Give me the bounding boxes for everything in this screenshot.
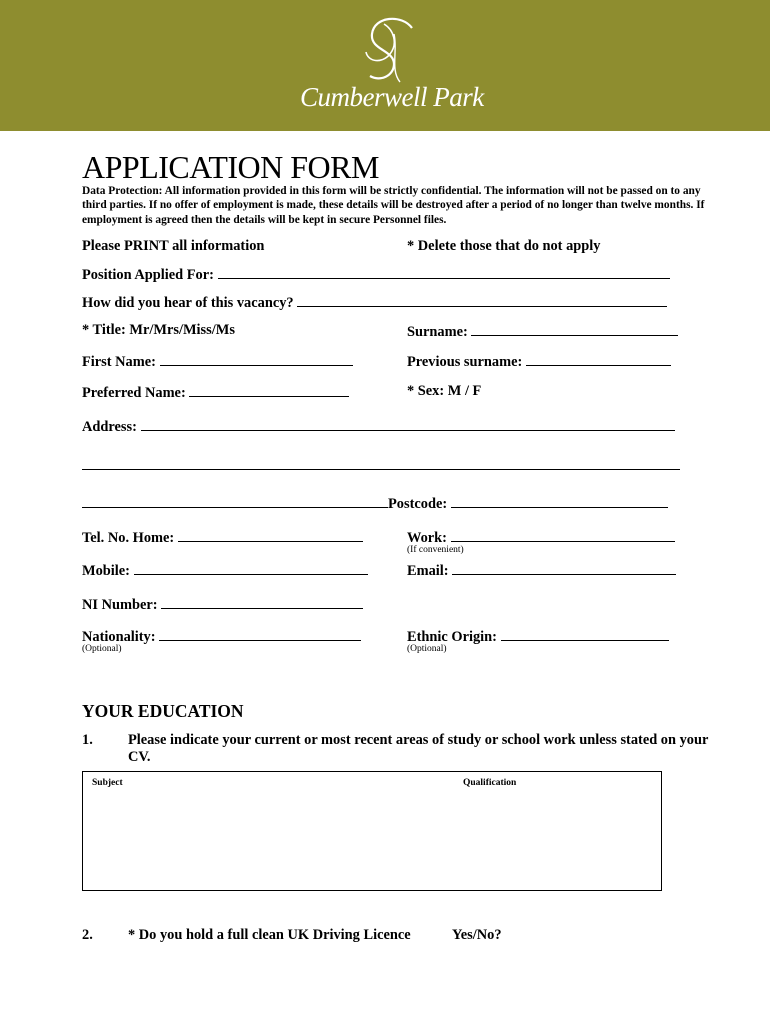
mobile-field[interactable] [82, 561, 368, 580]
surname-blank[interactable] [471, 322, 678, 336]
previous-surname-label: Previous surname: [407, 354, 523, 370]
preferred-name-label: Preferred Name: [82, 385, 186, 401]
tel-home-blank[interactable] [178, 528, 363, 542]
email-label: Email: [407, 563, 449, 579]
work-label: Work: [407, 530, 447, 546]
nationality-optional-note: (Optional) [82, 644, 122, 654]
previous-surname-blank[interactable] [526, 352, 671, 366]
ethnic-optional-note: (Optional) [407, 644, 447, 654]
title-field[interactable]: * Title: Mr/Mrs/Miss/Ms [82, 322, 235, 338]
position-blank[interactable] [218, 265, 670, 279]
surname-field[interactable] [407, 322, 678, 341]
preferred-name-blank[interactable] [189, 383, 349, 397]
tel-home-field[interactable] [82, 528, 363, 547]
address-field[interactable] [82, 417, 675, 436]
vacancy-label: How did you hear of this vacancy? [82, 295, 294, 311]
position-field[interactable] [82, 265, 670, 284]
postcode-field[interactable] [82, 494, 668, 513]
postcode-blank[interactable] [451, 494, 668, 508]
address-blank-2[interactable] [82, 456, 680, 470]
email-field[interactable] [407, 561, 676, 580]
work-blank[interactable] [451, 528, 675, 542]
ni-number-field[interactable] [82, 595, 363, 614]
sex-field[interactable]: * Sex: M / F [407, 383, 482, 399]
mobile-blank[interactable] [134, 561, 368, 575]
vacancy-blank[interactable] [297, 293, 667, 307]
header-banner [0, 0, 770, 131]
address-blank-3[interactable] [82, 494, 388, 508]
ni-number-label: NI Number: [82, 597, 158, 613]
mobile-label: Mobile: [82, 563, 130, 579]
form-title: APPLICATION FORM [82, 149, 379, 185]
education-heading: YOUR EDUCATION [82, 701, 244, 721]
logo-text: Cumberwell Park [300, 82, 484, 112]
print-note: Please PRINT all information [82, 238, 265, 254]
education-table[interactable] [82, 771, 662, 891]
subject-column-header: Subject [92, 778, 123, 788]
first-name-blank[interactable] [160, 352, 353, 366]
nationality-label: Nationality: [82, 629, 156, 645]
postcode-label: Postcode: [388, 496, 448, 512]
tel-home-label: Tel. No. Home: [82, 530, 175, 546]
qualification-column-header: Qualification [463, 778, 517, 788]
ni-number-blank[interactable] [161, 595, 363, 609]
nationality-blank[interactable] [159, 627, 361, 641]
first-name-label: First Name: [82, 354, 156, 370]
driving-licence-answer[interactable]: Yes/No? [452, 927, 502, 943]
vacancy-field[interactable] [82, 293, 667, 312]
position-label: Position Applied For: [82, 267, 214, 283]
work-note: (If convenient) [407, 545, 464, 555]
ethnic-origin-label: Ethnic Origin: [407, 629, 497, 645]
question-2-text: * Do you hold a full clean UK Driving Licence [128, 927, 411, 943]
surname-label: Surname: [407, 324, 468, 340]
first-name-field[interactable] [82, 352, 353, 371]
question-2-number: 2. [82, 927, 93, 943]
ethnic-origin-blank[interactable] [501, 627, 669, 641]
preferred-name-field[interactable] [82, 383, 349, 402]
question-1-text: Please indicate your current or most recent areas of study or school work unless stated on your CV. [128, 732, 709, 765]
delete-note: * Delete those that do not apply [407, 238, 601, 254]
logo-swirl-icon [350, 10, 430, 90]
nationality-field[interactable] [82, 627, 361, 646]
email-blank[interactable] [452, 561, 676, 575]
data-protection-notice: Data Protection: All information provided in this form will be strictly confidential. The information will not be passed on to any third parties. If no offer of employment is made, these details will be destroyed after a period of no longer than twelve months. If employment is agreed then the details will be kept in secure Personnel files. [82, 185, 705, 226]
previous-surname-field[interactable] [407, 352, 671, 371]
question-1-number: 1. [82, 732, 93, 748]
address-blank-1[interactable] [141, 417, 675, 431]
address-label: Address: [82, 419, 137, 435]
